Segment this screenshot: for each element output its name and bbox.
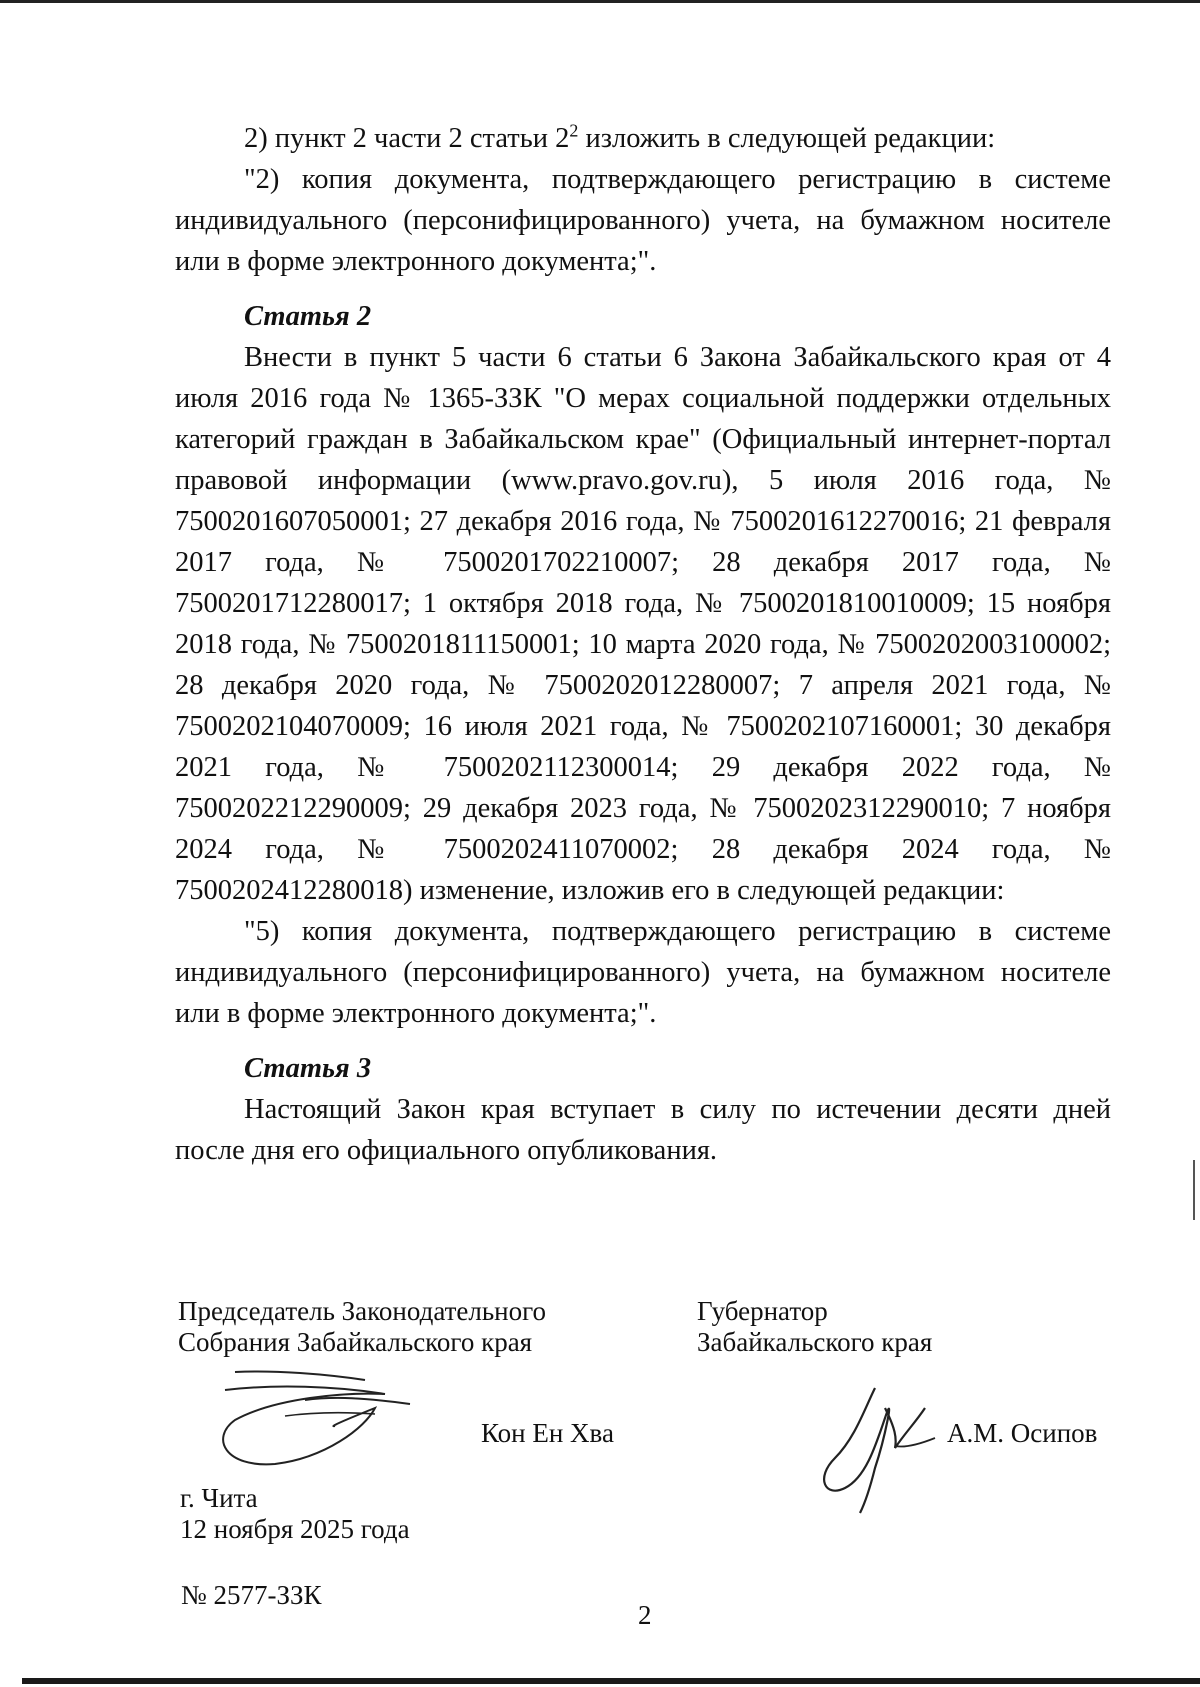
chairman-signature (215, 1368, 415, 1478)
article2-item5-text: "5) копия документа, подтверждающего регистрацию в системе индивидуального (персонифицированного) учета, на бумажном носителе или в форме электронного документа;". (175, 916, 1111, 1029)
chairman-title (178, 1296, 546, 1358)
article1-item2-intro (175, 118, 1111, 159)
governor-title-line1: Губернатор (697, 1296, 828, 1326)
scan-edge-top (0, 0, 1200, 3)
scan-edge-right (1193, 1160, 1195, 1220)
article2-heading: Статья 2 (244, 301, 372, 332)
chairman-name: Кон Ен Хва (481, 1418, 614, 1448)
date: 12 ноября 2025 года (180, 1514, 410, 1544)
city: г. Чита (180, 1483, 258, 1513)
article1-item2-text: "2) копия документа, подтверждающего регистрацию в системе индивидуального (персонифицированного) учета, на бумажном носителе или в форме электронного документа;". (175, 164, 1111, 277)
article2-text: Внести в пункт 5 части 6 статьи 6 Закона Забайкальского края от 4 июля 2016 года № 1365-ЗЗК "О мерах социальной поддержки отдельных категорий граждан в Забайкальском крае" (Официальный интернет-портал правовой информации (www.pravo.gov.ru), 5 июля 2016 года, № 7500201607050001; 27 декабря 2016 года, № 7500201612270016; 21 февраля 2017 года, № 7500201702210007; 28 декабря 2017 года, № 7500201712280017; 1 октября 2018 года, № 7500201810010009; 15 ноября 2018 года, № 7500201811150001; 10 марта 2020 года, № 7500202003100002; 28 декабря 2020 года, № 7500202012280007; 7 апреля 2021 года, № 7500202104070009; 16 июля 2021 года, № 7500202107160001; 30 декабря 2021 года, № 7500202112300014; 29 декабря 2022 года, № 7500202212290009; 29 декабря 2023 года, № 7500202312290010; 7 ноября 2024 года, № 7500202411070002; 28 декабря 2024 года, № 7500202412280018) изменение, изложив его в следующей редакции: (175, 342, 1111, 906)
law-number: № 2577-ЗЗК (181, 1580, 322, 1610)
governor-signature (805, 1378, 945, 1518)
article3-heading: Статья 3 (244, 1053, 372, 1084)
item2-intro-text: 2) пункт 2 части 2 статьи 2 (244, 123, 570, 154)
item2-intro-superscript: 2 (569, 120, 579, 141)
body-text (175, 118, 1111, 1171)
item2-intro-rest: изложить в следующей редакции: (578, 123, 996, 154)
chairman-title-line2: Собрания Забайкальского края (178, 1327, 533, 1357)
governor-title-line2: Забайкальского края (697, 1327, 933, 1357)
article3-text: Настоящий Закон края вступает в силу по истечении десяти дней после дня его официального опубликования. (175, 1094, 1111, 1166)
governor-name: А.М. Осипов (947, 1418, 1098, 1448)
page-number: 2 (638, 1600, 652, 1630)
chairman-title-line1: Председатель Законодательного (178, 1296, 547, 1326)
scan-edge-bottom (22, 1678, 1200, 1684)
place-and-date (180, 1483, 410, 1545)
governor-title (697, 1296, 932, 1358)
